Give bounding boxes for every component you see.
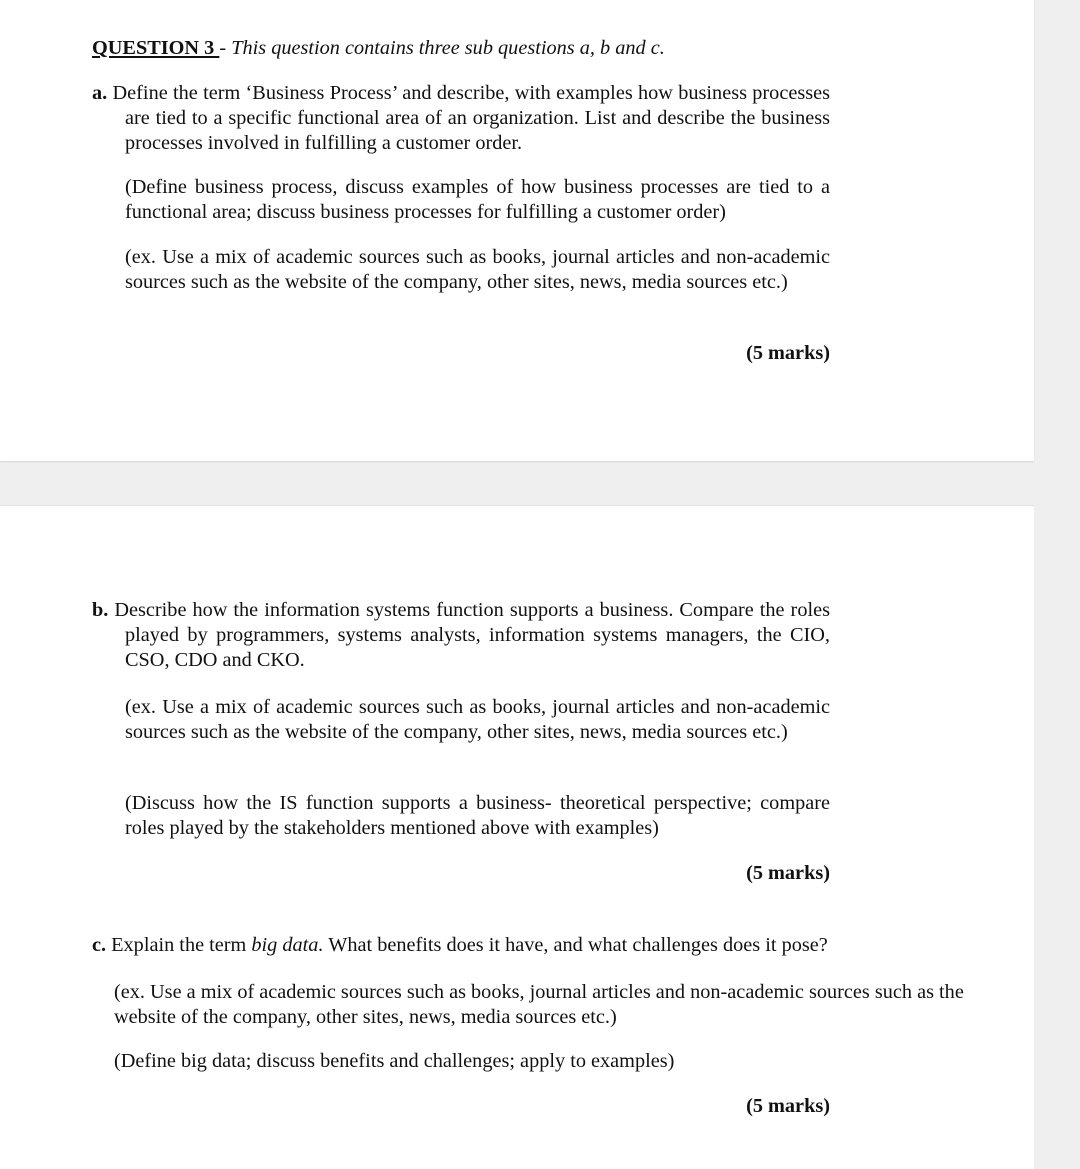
document-page-2 bbox=[0, 505, 1034, 1169]
part-c-guidance: (Define big data; discuss benefits and challenges; apply to examples) bbox=[114, 1050, 675, 1072]
document-page-1 bbox=[0, 0, 1034, 461]
part-b-prompt-text: Describe how the information systems function supports a business. Compare the roles played by programmers, systems analysts, information systems managers, the CIO, CSO, CDO and CKO. bbox=[114, 599, 830, 671]
part-a-sources-note: (ex. Use a mix of academic sources such as books, journal articles and non-academic sources such as the website of the company, other sites, news, media sources etc.) bbox=[125, 246, 830, 293]
part-b-prompt bbox=[92, 598, 830, 673]
part-b-letter: b. bbox=[92, 599, 109, 621]
part-c-prompt bbox=[92, 933, 972, 958]
part-c-term: big data. bbox=[251, 934, 324, 956]
question-heading bbox=[92, 36, 892, 61]
part-c-marks: (5 marks) bbox=[746, 1095, 830, 1117]
part-a-guidance: (Define business process, discuss examples of how business processes are tied to a functional area; discuss business processes for fulfilling a customer order) bbox=[125, 176, 830, 223]
part-b-guidance: (Discuss how the IS function supports a business- theoretical perspective; compare roles played by the stakeholders mentioned above with examples) bbox=[125, 792, 830, 839]
part-a-marks: (5 marks) bbox=[746, 342, 830, 364]
question-number: QUESTION 3 bbox=[92, 37, 220, 59]
part-c-letter: c. bbox=[92, 934, 107, 956]
part-c-prompt-start: Explain the term bbox=[111, 934, 252, 956]
question-instructions: This question contains three sub questions a, b and c. bbox=[231, 37, 665, 59]
part-c-sources-note: (ex. Use a mix of academic sources such as books, journal articles and non-academic sources such as the website of the company, other sites, news, media sources etc.) bbox=[114, 981, 964, 1028]
part-a-prompt-text: Define the term ‘Business Process’ and describe, with examples how business processes are tied to a specific functional area of an organization. List and describe the business processes involved in fulfilling a customer order. bbox=[112, 82, 830, 154]
part-a-letter: a. bbox=[92, 82, 108, 104]
heading-dash: - bbox=[219, 37, 232, 59]
part-b-sources-note: (ex. Use a mix of academic sources such as books, journal articles and non-academic sources such as the website of the company, other sites, news, media sources etc.) bbox=[125, 696, 830, 743]
part-a-prompt bbox=[92, 81, 830, 156]
part-b-marks: (5 marks) bbox=[746, 862, 830, 884]
part-c-prompt-end: What benefits does it have, and what challenges does it pose? bbox=[323, 934, 828, 956]
